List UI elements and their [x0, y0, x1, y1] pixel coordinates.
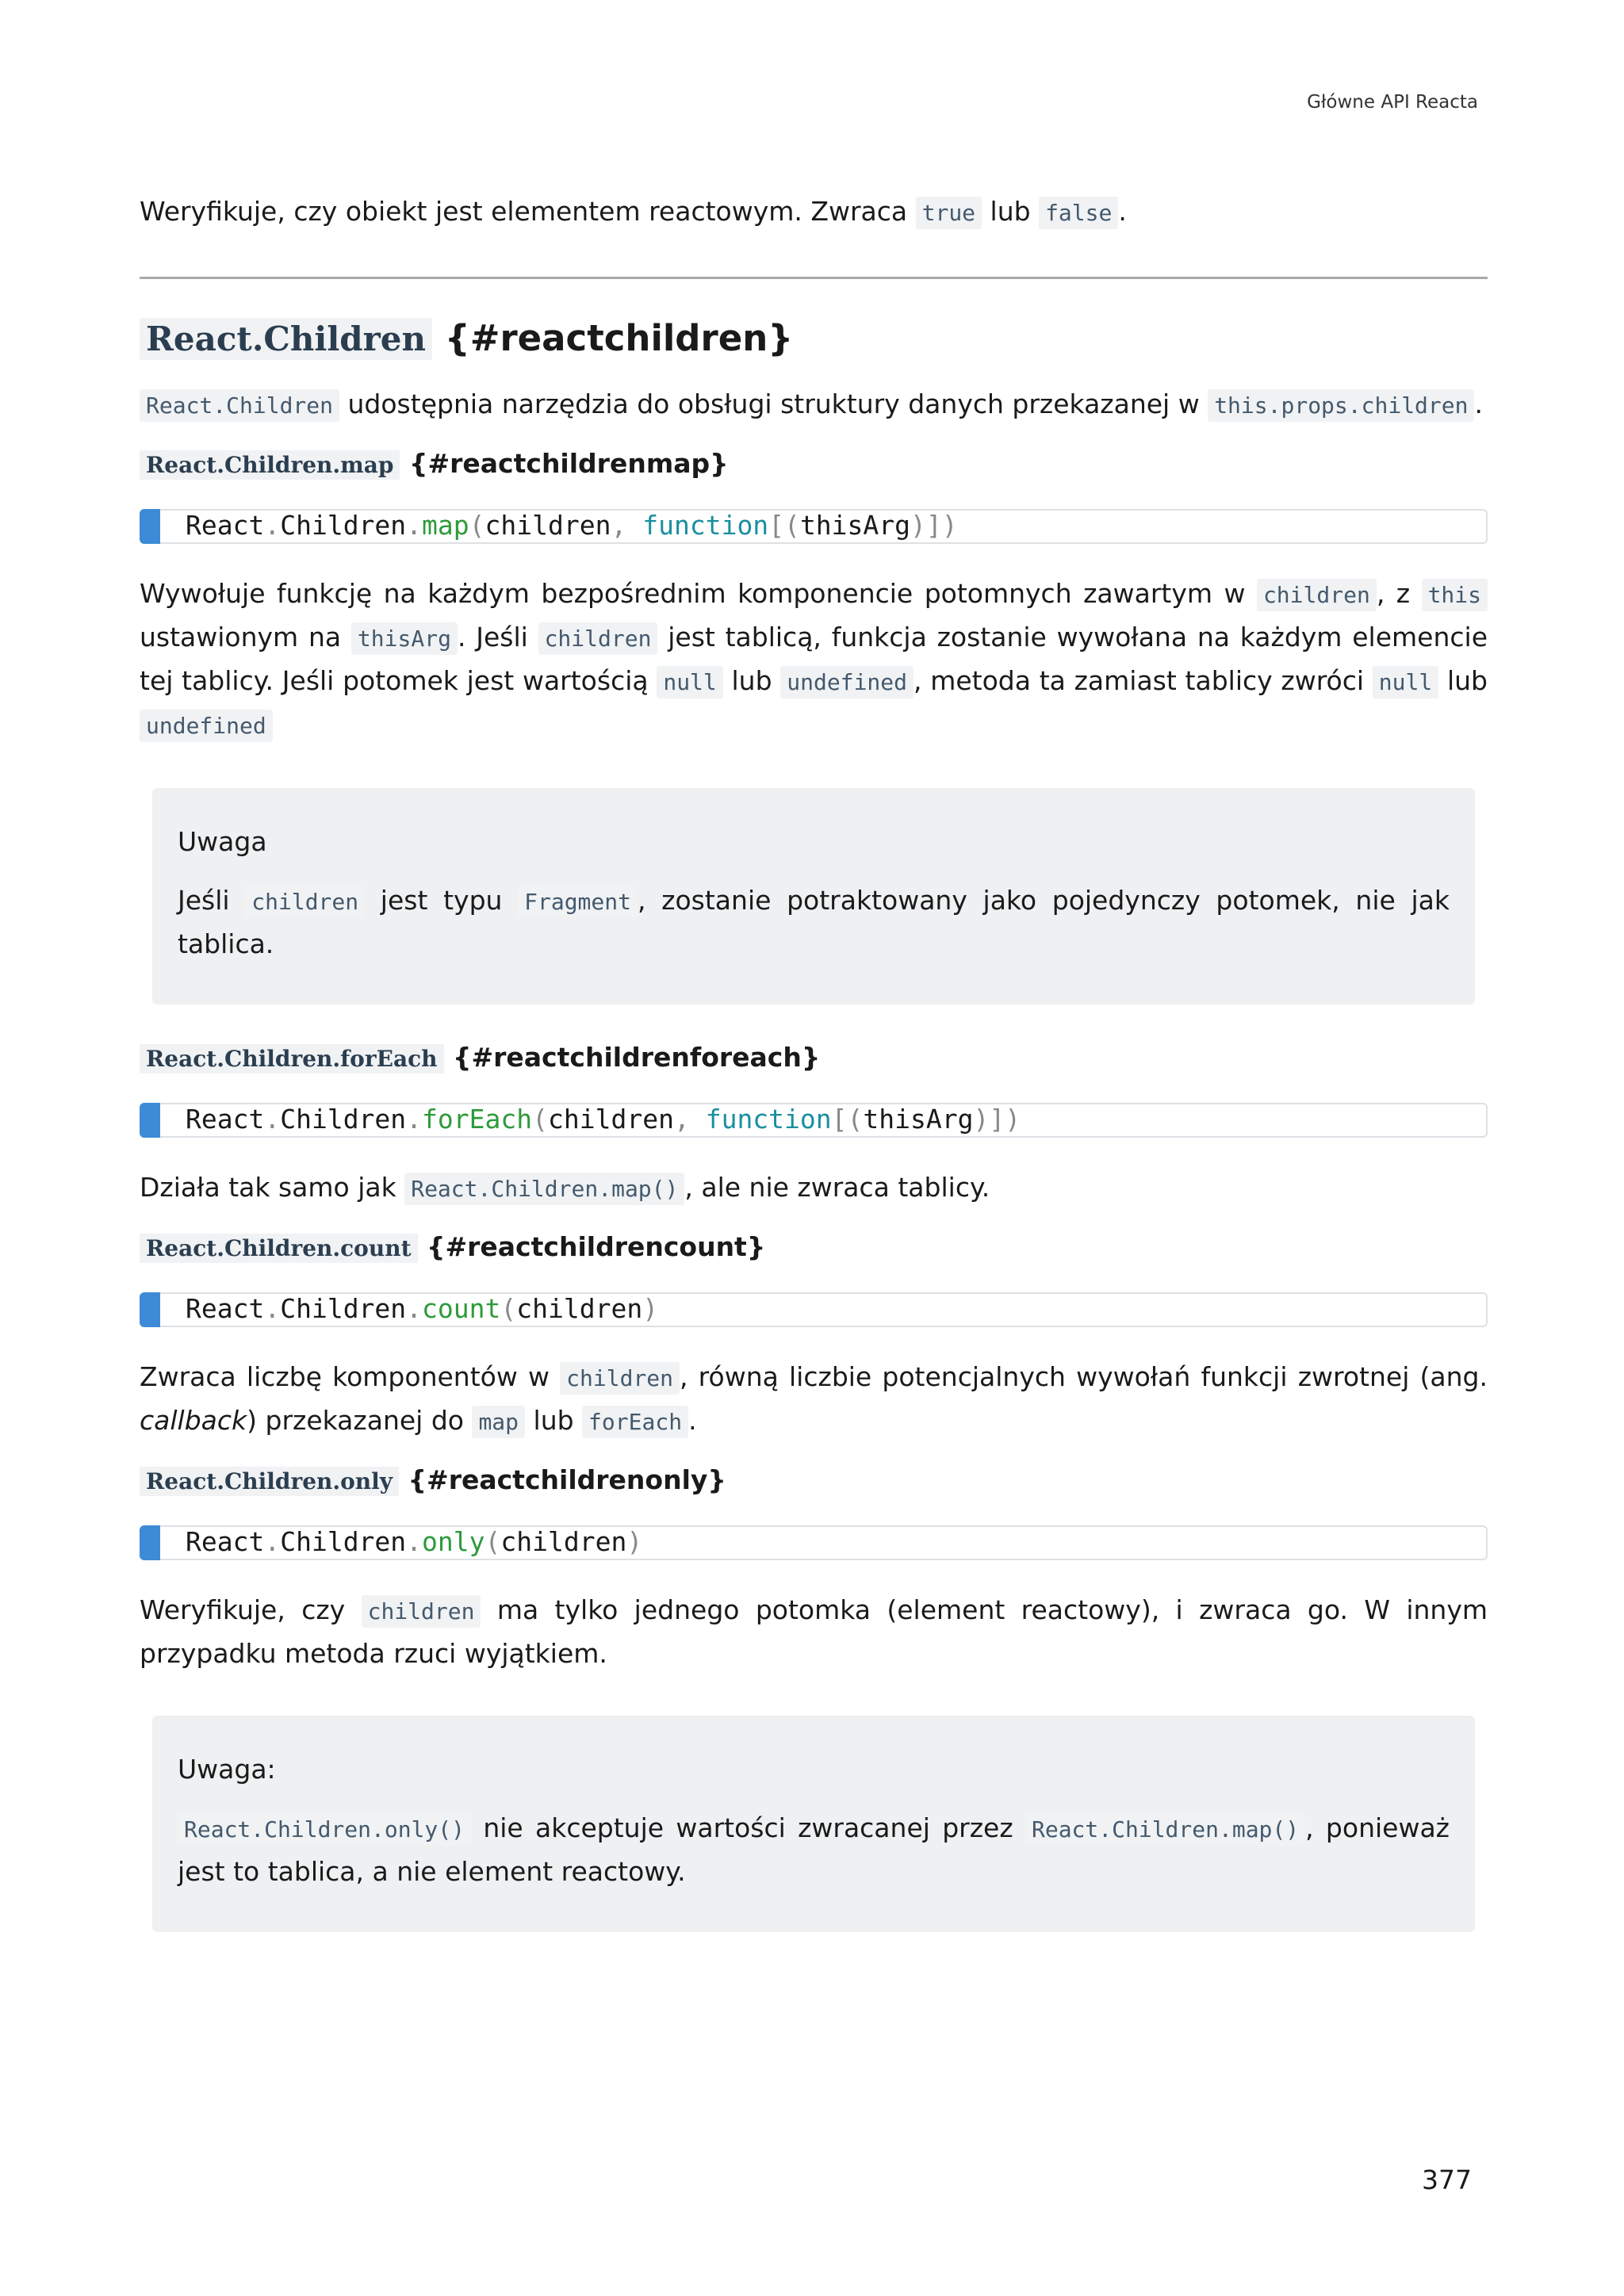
intro-paragraph: Weryfikuje, czy obiekt jest elementem reactowym. Zwraca true lub false .: [140, 190, 1488, 234]
page-number: 377: [1422, 2164, 1472, 2195]
inline-code: false: [1039, 197, 1118, 229]
only-description: Weryfikuje, czy children ma tylko jednego potomka (element reactowy), i zwraca go. W innym przypadku metoda rzuci wyjątkiem.: [140, 1594, 1488, 1669]
running-header: Główne API Reacta: [1307, 92, 1478, 113]
heading-children-foreach: React.Children.forEach {#reactchildrenforeach}: [140, 1036, 1488, 1081]
count-description: Zwraca liczbę komponentów w children , równą liczbie potencjalnych wywołań funkcji zwrotnej (ang. callback) przekazanej do map lub forEach .: [140, 1356, 1488, 1443]
code-block-count: React.Children.count(children): [140, 1292, 1488, 1327]
code-marker: [140, 509, 160, 544]
heading-children-only: React.Children.only {#reactchildrenonly}: [140, 1459, 1488, 1503]
note-title: Uwaga: [178, 826, 267, 857]
code-block-map: React.Children.map(children, function[(thisArg)]): [140, 509, 1488, 544]
inline-code: true: [916, 197, 982, 229]
map-description: Wywołuje funkcję na każdym bezpośrednim komponencie potomnych zawartym w children , z this ustawionym na thisArg . Jeśli children jest tablicą, funkcja zostanie wywołana na każdym elemencie tej tablicy. Jeśli potomek jest wartością null lub undefined , metoda ta zamiast tablicy zwróci null lub undefined: [140, 572, 1488, 747]
foreach-description: Działa tak samo jak React.Children.map() , ale nie zwraca tablicy.: [140, 1166, 1488, 1210]
code-block-foreach: React.Children.forEach(children, function[(thisArg)]): [140, 1103, 1488, 1138]
code-block-only: React.Children.only(children): [140, 1525, 1488, 1560]
code-marker: [140, 1525, 160, 1560]
inline-code: React.Children: [140, 389, 339, 422]
code-marker: [140, 1292, 160, 1327]
note-text: React.Children.only() nie akceptuje wartości zwracanej przez React.Children.map() , ponieważ jest to tablica, a nie element reactowy.: [178, 1812, 1450, 1887]
heading-children-map: React.Children.map {#reactchildrenmap}: [140, 442, 1488, 487]
horizontal-rule: [140, 277, 1488, 279]
react-children-description: React.Children udostępnia narzędzia do obsługi struktury danych przekazanej w this.props.children .: [140, 383, 1488, 427]
note-box-only: [152, 1716, 1475, 1932]
note-text: Jeśli children jest typu Fragment , zostanie potraktowany jako pojedynczy potomek, nie jak tablica.: [178, 885, 1450, 959]
page-content: [140, 190, 1488, 1964]
code-marker: [140, 1103, 160, 1138]
inline-code: this.props.children: [1208, 389, 1474, 422]
section-heading-react-children: React.Children {#reactchildren}: [140, 311, 1488, 367]
note-title: Uwaga:: [178, 1754, 276, 1785]
note-box-map: [152, 788, 1475, 1004]
heading-children-count: React.Children.count {#reactchildrencount}: [140, 1226, 1488, 1270]
